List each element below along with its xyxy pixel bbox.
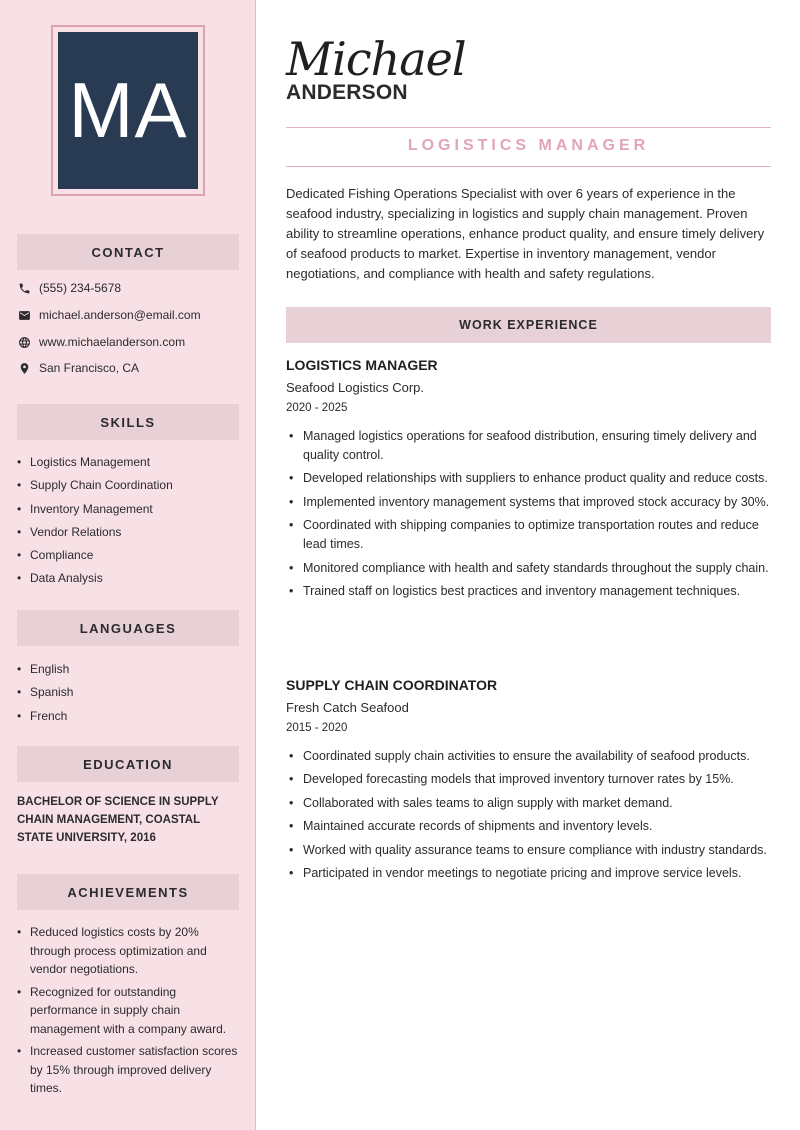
- first-name: Michael: [286, 32, 466, 86]
- location-pin-icon: [17, 361, 31, 375]
- title-rule-bottom: [286, 166, 771, 167]
- contact-website[interactable]: [17, 333, 185, 351]
- skill-item: • Logistics Management: [17, 454, 239, 477]
- achievements-list: [17, 923, 239, 1102]
- job-bullet: • Collaborated with sales teams to align supply with market demand.: [286, 794, 771, 813]
- languages-list: [17, 661, 239, 731]
- skill-item: • Compliance: [17, 547, 239, 570]
- education-heading: EDUCATION: [17, 746, 239, 782]
- job-company: Fresh Catch Seafood: [286, 700, 409, 715]
- skills-heading: SKILLS: [17, 404, 239, 440]
- contact-website-text: www.michaelanderson.com: [39, 335, 186, 349]
- summary: Dedicated Fishing Operations Specialist with over 6 years of experience in the seafood industry, specializing in logistics and supply chain management. Proven ability to streamline operations, enhance product quality, and ensure timely delivery of seafood products to market. Expertise in inventory management, vendor negotiations, and compliance with health and safety regulations.: [286, 186, 765, 281]
- job-bullet: • Trained staff on logistics best practices and inventory management techniques.: [286, 582, 771, 601]
- job-bullet: • Developed forecasting models that improved inventory turnover rates by 15%.: [286, 770, 771, 789]
- contact-heading: CONTACT: [17, 234, 239, 270]
- job-bullet: • Worked with quality assurance teams to ensure compliance with industry standards.: [286, 841, 771, 860]
- monogram: MA: [58, 32, 198, 189]
- job-bullet: • Implemented inventory management systems that improved stock accuracy by 30%.: [286, 493, 771, 512]
- last-name: ANDERSON: [286, 81, 408, 104]
- job-role: LOGISTICS MANAGER: [286, 357, 438, 373]
- job-bullet: • Maintained accurate records of shipments and inventory levels.: [286, 817, 771, 836]
- mail-icon: [17, 308, 31, 322]
- languages-heading: LANGUAGES: [17, 610, 239, 646]
- contact-location-text: San Francisco, CA: [39, 361, 140, 375]
- achievements-heading: ACHIEVEMENTS: [17, 874, 239, 910]
- monogram-frame: [51, 25, 205, 196]
- achievement-item: • Reduced logistics costs by 20% through process optimization and vendor negotiations.: [17, 923, 239, 979]
- globe-icon: [17, 335, 31, 349]
- contact-phone[interactable]: [17, 279, 121, 297]
- skill-item: • Supply Chain Coordination: [17, 477, 239, 500]
- job-dates: 2020 - 2025: [286, 402, 348, 414]
- job-entry: [286, 357, 771, 605]
- contact-email[interactable]: [17, 306, 201, 324]
- phone-icon: [17, 281, 31, 295]
- job-entry: [286, 677, 771, 887]
- contact-phone-text: (555) 234-5678: [39, 281, 122, 295]
- language-item: • French: [17, 708, 239, 731]
- job-bullet: • Coordinated with shipping companies to optimize transportation routes and reduce lead times.: [286, 516, 771, 554]
- job-bullet: • Coordinated supply chain activities to ensure the availability of seafood products.: [286, 747, 771, 766]
- job-company: Seafood Logistics Corp.: [286, 380, 425, 395]
- education-degree: BACHELOR OF SCIENCE IN SUPPLY CHAIN MANAGEMENT, COASTAL STATE UNIVERSITY, 2016: [17, 796, 219, 844]
- job-role: SUPPLY CHAIN COORDINATOR: [286, 677, 498, 693]
- skill-item: • Vendor Relations: [17, 524, 239, 547]
- language-item: • Spanish: [17, 684, 239, 707]
- skills-list: [17, 454, 239, 594]
- sidebar: [0, 0, 256, 1130]
- job-bullet: • Participated in vendor meetings to negotiate pricing and improve service levels.: [286, 864, 771, 883]
- language-item: • English: [17, 661, 239, 684]
- skill-item: • Inventory Management: [17, 501, 239, 524]
- job-dates: 2015 - 2020: [286, 722, 348, 734]
- contact-location: [17, 359, 139, 377]
- contact-email-text: michael.anderson@email.com: [39, 308, 201, 322]
- job-bullet: • Developed relationships with suppliers to enhance product quality and reduce costs.: [286, 469, 771, 488]
- job-title: LOGISTICS MANAGER: [407, 137, 650, 154]
- work-experience-heading: WORK EXPERIENCE: [286, 307, 771, 343]
- skill-item: • Data Analysis: [17, 570, 239, 593]
- title-rule-top: [286, 127, 771, 128]
- job-bullet: • Managed logistics operations for seafood distribution, ensuring timely delivery and quality control.: [286, 427, 771, 465]
- job-bullets: [286, 747, 771, 883]
- job-bullet: • Monitored compliance with health and safety standards throughout the supply chain.: [286, 559, 771, 578]
- achievement-item: • Increased customer satisfaction scores by 15% through improved delivery times.: [17, 1042, 239, 1098]
- job-bullets: [286, 427, 771, 601]
- achievement-item: • Recognized for outstanding performance in supply chain management with a company award.: [17, 983, 239, 1039]
